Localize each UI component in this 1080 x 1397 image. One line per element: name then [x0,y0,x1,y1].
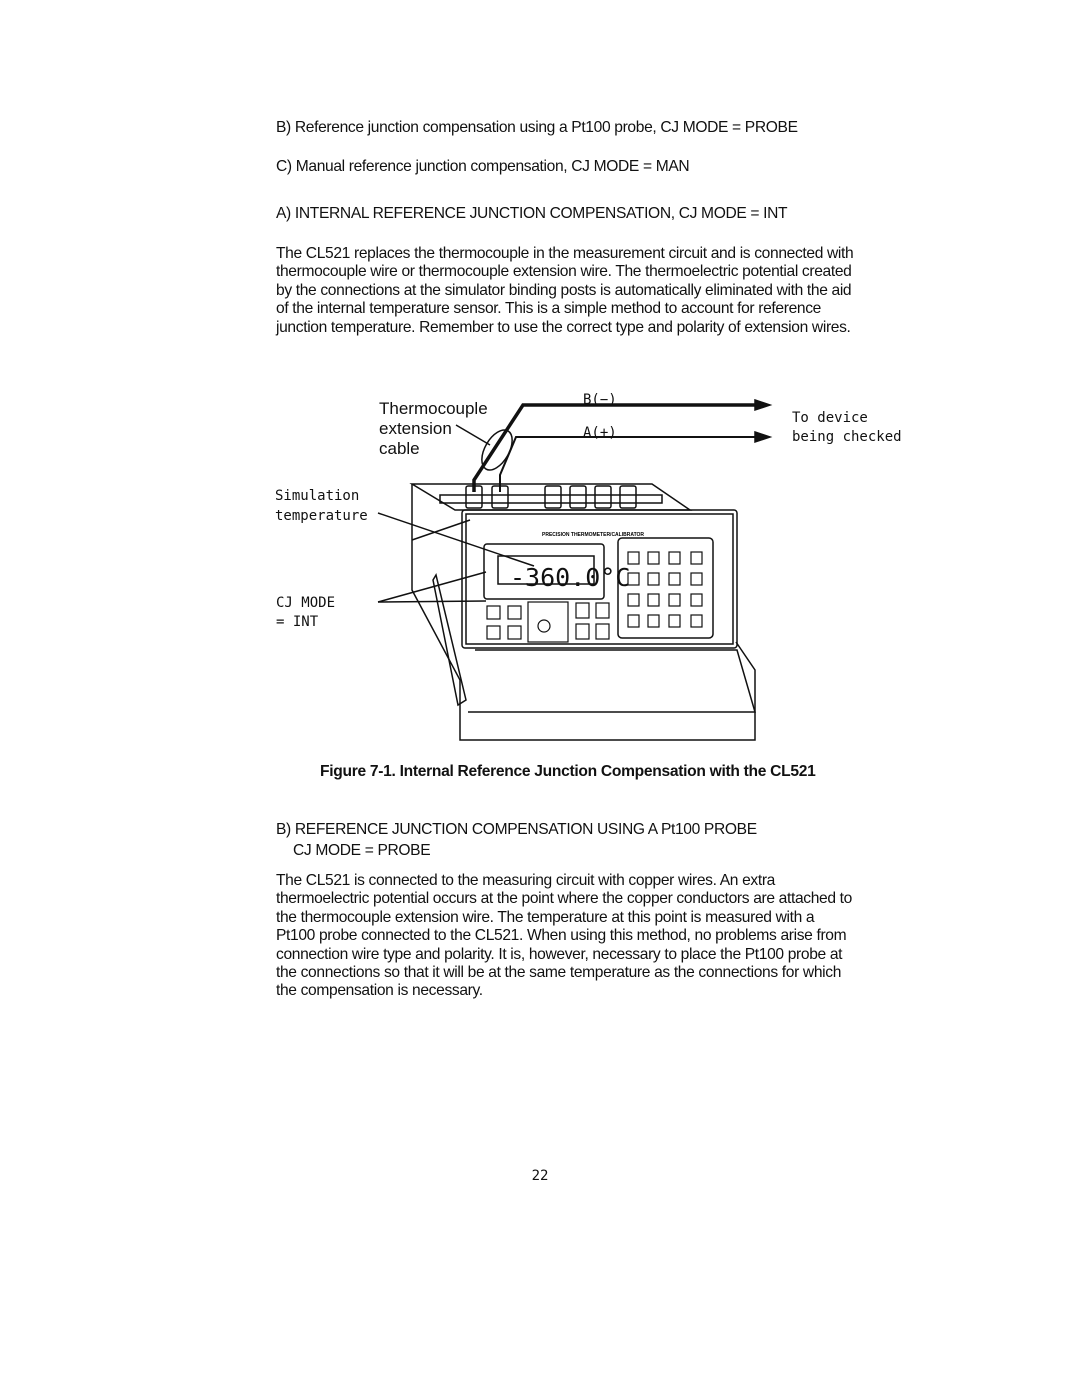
section-b-subheading: CJ MODE = PROBE [293,842,431,859]
list-item-c: C) Manual reference junction compensation, CJ MODE = MAN [276,158,690,175]
text-line: by the connections at the simulator binding posts is automatically eliminated with the aid [276,281,852,299]
text-line: The CL521 replaces the thermocouple in the measurement circuit and is connected with [276,245,854,262]
section-b-paragraph [276,872,852,1001]
text-line: The CL521 is connected to the measuring circuit with copper wires. An extra [276,872,776,889]
device-title: PRECISION THERMOMETER/CALIBRATOR [542,532,645,538]
label-cable-1: Thermocouple [379,399,488,418]
text-line: Pt100 probe connected to the CL521. When using this method, no problems arise from [276,927,847,945]
label-device-2: being checked [792,429,902,445]
figure-caption: Figure 7-1. Internal Reference Junction Compensation with the CL521 [320,763,816,780]
section-b-heading: B) REFERENCE JUNCTION COMPENSATION USING A Pt100 PROBE [276,821,757,838]
label-device-1: To device [792,410,868,426]
text-line: the thermocouple extension wire. The temperature at this point is measured with a [276,908,815,926]
label-cable-2: extension [379,419,452,438]
label-cj-mode-1: CJ MODE [276,595,336,611]
label-cable-3: cable [379,439,420,458]
text-line: junction temperature. Remember to use the correct type and polarity of extension wires. [276,318,851,336]
list-item-b: B) Reference junction compensation using a Pt100 probe, CJ MODE = PROBE [276,119,798,136]
text-line: thermoelectric potential occurs at the point where the copper conductors are attached to [276,890,852,908]
label-wire-a: A(+) [583,425,617,441]
display-reading: -360.0°C [510,563,631,592]
text-line: thermocouple wire or thermocouple extension wire. The thermoelectric potential created [276,263,852,281]
label-simulation-2: temperature [275,508,368,524]
page-number: 22 [531,1168,549,1184]
text-line: of the internal temperature sensor. This is a simple method to account for reference [276,300,821,318]
section-a-paragraph [276,245,853,337]
text-line: the connections so that it will be at the same temperature as the connections for which [276,964,842,982]
text-line: connection wire type and polarity. It is, however, necessary to place the Pt100 probe at [276,945,843,963]
label-wire-b: B(−) [583,392,617,408]
text-line: the compensation is necessary. [276,982,483,1000]
label-simulation-1: Simulation [275,488,360,504]
figure-cl521-illustration [0,380,1080,750]
label-cj-mode-2: = INT [276,614,319,630]
section-a-heading: A) INTERNAL REFERENCE JUNCTION COMPENSATION, CJ MODE = INT [276,205,788,222]
